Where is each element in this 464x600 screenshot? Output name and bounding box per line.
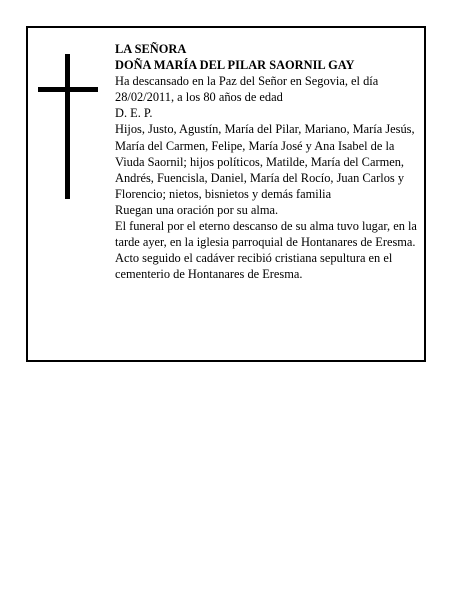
rip-text: D. E. P.: [115, 106, 153, 121]
prayer-request: Ruegan una oración por su alma.: [115, 202, 279, 217]
deceased-name: DOÑA MARÍA DEL PILAR SAORNIL GAY: [115, 58, 355, 73]
funeral-info: El funeral por el eterno descanso de su alma tuvo lugar, en la tarde ayer, en la iglesia parroquial de Hontanares de Eresma. Acto seguido el cadáver recibió cristiana sepultura en el cementerio de Hontanares de Eresma.: [115, 219, 417, 282]
family-list: Hijos, Justo, Agustín, María del Pilar, Mariano, María Jesús, María del Carmen, Felipe, María José y Ana Isabel de la Viuda Saornil; hijos políticos, Matilde, María del Carmen, Andrés, Fuencisla, Daniel, María del Rocío, Juan Carlos y Florencio; nietos, bisnietos y demás familia: [115, 122, 415, 201]
obituary-notice: [26, 26, 426, 362]
obituary-text: [115, 41, 421, 282]
cross-vertical-bar: [65, 54, 70, 199]
death-statement: Ha descansado en la Paz del Señor en Segovia, el día 28/02/2011, a los 80 años de edad: [115, 74, 379, 105]
obituary-heading: LA SEÑORA: [115, 42, 187, 56]
cross-horizontal-bar: [38, 87, 98, 92]
cross-icon: [38, 54, 98, 199]
